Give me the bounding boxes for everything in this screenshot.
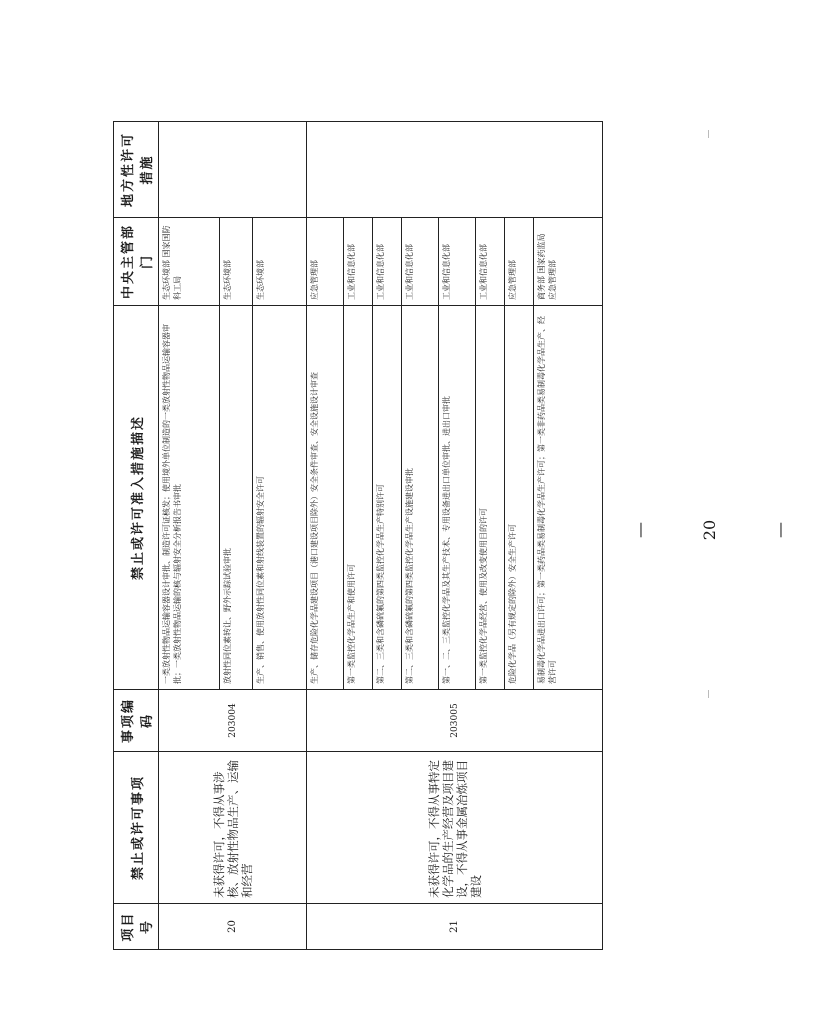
table-row [159, 122, 307, 950]
measure-line: 危险化学品（另有规定的除外）安全生产许可 [505, 306, 534, 689]
dept-line: 工业和信息化部 [344, 218, 373, 305]
measure-line: 第二、三类和含磷硫氟的第四类监控化学品生产特别许可 [373, 306, 402, 689]
measure-line: 第一类监控化学品生产和使用许可 [344, 306, 373, 689]
measure-line: 生产、销售、使用放射性同位素和射线装置的辐射安全许可 [256, 476, 265, 684]
header-item: 禁止或许可事项 [114, 752, 159, 904]
dept-line: 生态环境部 [220, 218, 253, 305]
measure-line: 第一、二、三类监控化学品及其生产技术、专用设备进出口单位审批、进出口审批 [439, 306, 476, 689]
dept-line: 应急管理部 [505, 218, 534, 305]
dept-line: 工业和信息化部 [373, 218, 402, 305]
row-local [159, 122, 307, 218]
dept-line: 商务部 国家药监局 应急管理部 [537, 233, 557, 300]
row-local [307, 122, 603, 218]
row-depts [159, 218, 307, 306]
table-row [307, 122, 603, 950]
dept-line: 生态环境部 [256, 260, 265, 300]
row-measures [307, 306, 603, 690]
row-number: 20 [159, 904, 307, 950]
header-dept: 中央主管部门 [114, 218, 159, 306]
row-code: 203005 [307, 690, 603, 752]
header-item-no: 项目号 [114, 904, 159, 950]
row-measures [159, 306, 307, 690]
header-local: 地方性许可措施 [114, 122, 159, 218]
dept-line: 应急管理部 [307, 218, 344, 305]
header-row [114, 122, 159, 950]
margin-mark [708, 130, 709, 138]
row-number: 21 [307, 904, 603, 950]
measure-line: 第一类监控化学品经营、使用及改变使用目的许可 [476, 306, 505, 689]
rotated-table-container [113, 122, 603, 950]
dept-line: 工业和信息化部 [439, 218, 476, 305]
row-depts [307, 218, 603, 306]
permit-table [113, 121, 603, 950]
margin-mark [708, 690, 709, 698]
measure-line: 一类放射性物品运输容器设计审批、制造许可证核发；使用境外单位制造的一类放射性物品运输容器审批；一类放射性物品运输的核与辐射安全分析报告书审批 [159, 306, 220, 689]
page-number: — 20 — [630, 519, 789, 541]
measure-line: 放射性同位素转让、野外示踪试验审批 [220, 306, 253, 689]
measure-line: 易制毒化学品进出口许可；第一类药品类易制毒化学品生产许可；第一类非药品类易制毒化学品生产、经营许可 [537, 316, 557, 684]
row-item: 未获得许可，不得从事特定化学品的生产经营及项目建设，不得从事金属冶炼项目建设 [307, 752, 603, 904]
header-code: 事项编码 [114, 690, 159, 752]
dept-line: 生态环境部 国家国防科工局 [159, 218, 220, 305]
row-item: 未获得许可，不得从事涉核、放射性物品生产、运输和经营 [159, 752, 307, 904]
row-code: 203004 [159, 690, 307, 752]
dept-line: 工业和信息化部 [476, 218, 505, 305]
header-measure: 禁止或许可准入措施描述 [114, 306, 159, 690]
measure-line: 生产、储存危险化学品建设项目（港口建设项目除外）安全条件审查、安全设施设计审查 [307, 306, 344, 689]
measure-line: 第二、三类和含磷硫氟的第四类监控化学品生产设施建设审批 [402, 306, 439, 689]
dept-line: 工业和信息化部 [402, 218, 439, 305]
